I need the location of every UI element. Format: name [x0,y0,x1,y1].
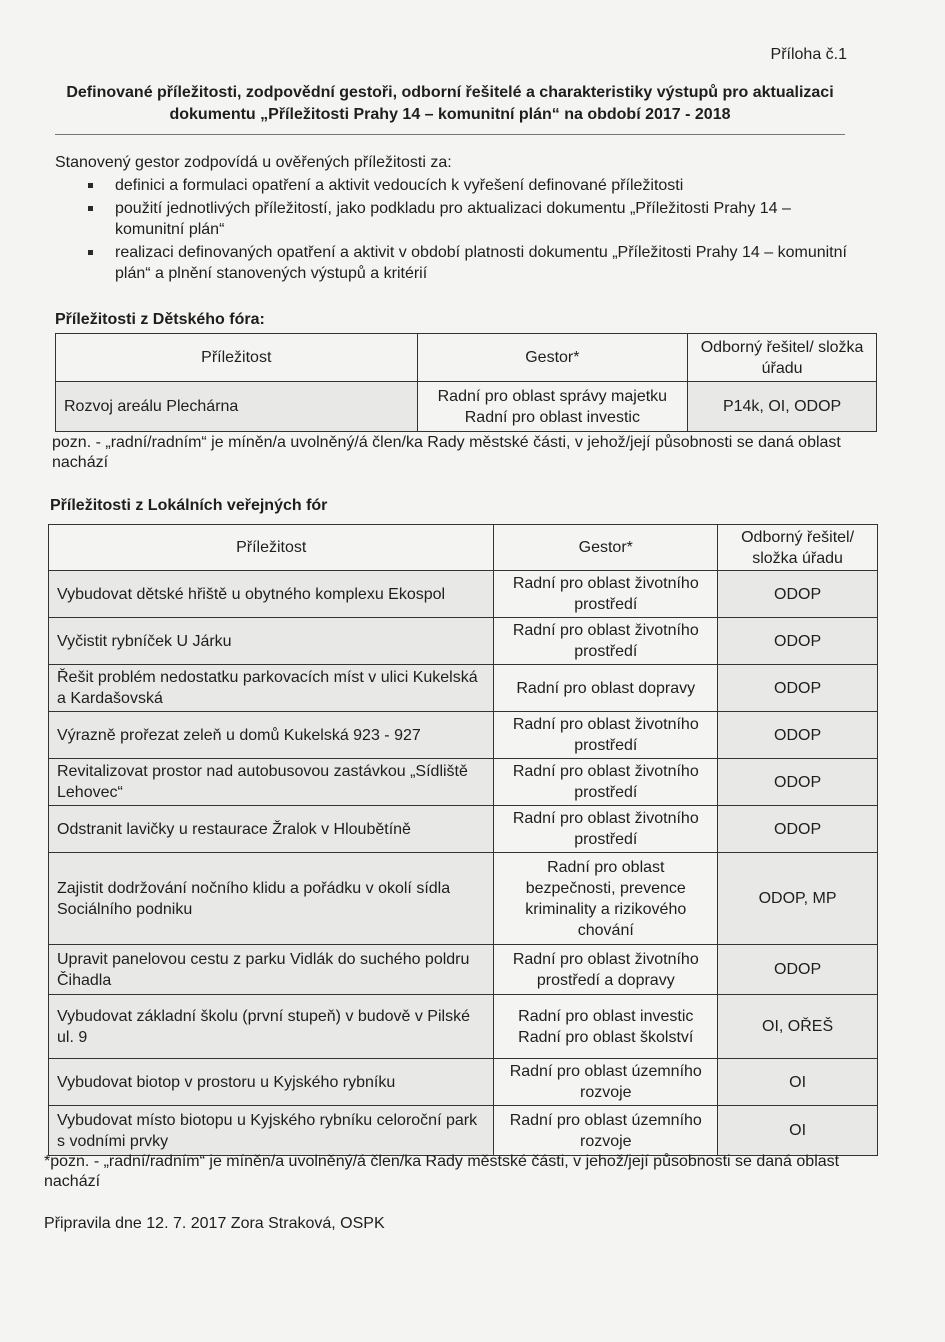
cell-opportunity: Rozvoj areálu Plechárna [56,382,418,432]
table-row [49,945,878,995]
table-row [49,853,878,945]
cell-gestor: Radní pro oblast investic Radní pro oblast školství [494,995,718,1059]
cell-gestor: Radní pro oblast životního prostředí [494,571,718,618]
cell-opportunity: Vybudovat biotop v prostoru u Kyjského rybníku [49,1059,494,1106]
cell-resolver: ODOP [718,806,878,853]
cell-resolver: ODOP [718,665,878,712]
annex-label: Příloha č.1 [770,46,847,63]
table-header-row [56,334,877,382]
table-row [56,382,877,432]
section-heading-childrens-forum: Příležitosti z Dětského fóra: [55,311,265,328]
column-header-opportunity: Příležitost [49,525,494,571]
prepared-by-footer: Připravila dne 12. 7. 2017 Zora Straková, OSPK [44,1215,385,1232]
cell-gestor: Radní pro oblast životního prostředí [494,618,718,665]
footnote-childrens-forum: pozn. - „radní/radním“ je míněn/a uvolněný/á člen/ka Rady městské části, v jehož/její působnosti se daná oblast nachází [52,434,841,471]
cell-gestor: Radní pro oblast dopravy [494,665,718,712]
cell-opportunity: Vybudovat dětské hřiště u obytného komplexu Ekospol [49,571,494,618]
intro-bullet-list [55,175,855,284]
section-heading-local-forums: Příležitosti z Lokálních veřejných fór [50,497,328,514]
table-row [49,806,878,853]
local-forums-table [48,524,878,1156]
cell-opportunity: Upravit panelovou cestu z parku Vidlák do suchého poldru Čihadla [49,945,494,995]
table-header-row [49,525,878,571]
cell-opportunity: Řešit problém nedostatku parkovacích míst v ulici Kukelská a Kardašovská [49,665,494,712]
intro-bullet: definici a formulaci opatření a aktivit vedoucích k vyřešení definované příležitosti [55,175,855,196]
cell-opportunity: Vybudovat základní školu (první stupeň) v budově v Pilské ul. 9 [49,995,494,1059]
cell-resolver: OI [718,1059,878,1106]
title-divider [55,134,845,135]
cell-gestor: Radní pro oblast životního prostředí [494,759,718,806]
intro-lead: Stanovený gestor zodpovídá u ověřených příležitosti za: [55,154,452,171]
cell-gestor: Radní pro oblast životního prostředí [494,712,718,759]
table-row [49,665,878,712]
table-row [49,759,878,806]
cell-resolver: P14k, OI, ODOP [688,382,877,432]
table-row [49,995,878,1059]
intro-bullet: realizaci definovaných opatření a aktivit v období platnosti dokumentu „Příležitosti Prahy 14 – komunitní plán“ a plnění stanovených výstupů a kritérií [55,242,855,284]
cell-gestor: Radní pro oblast správy majetku Radní pro oblast investic [417,382,688,432]
cell-resolver: OI [718,1106,878,1156]
cell-opportunity: Vyčistit rybníček U Járku [49,618,494,665]
cell-resolver: ODOP, MP [718,853,878,945]
column-header-opportunity: Příležitost [56,334,418,382]
cell-opportunity: Výrazně prořezat zeleň u domů Kukelská 923 - 927 [49,712,494,759]
cell-resolver: ODOP [718,618,878,665]
cell-opportunity: Vybudovat místo biotopu u Kyjského rybníku celoroční park s vodními prvky [49,1106,494,1156]
table-row [49,618,878,665]
column-header-gestor: Gestor* [417,334,688,382]
cell-gestor: Radní pro oblast bezpečnosti, prevence kriminality a rizikového chování [494,853,718,945]
cell-opportunity: Revitalizovat prostor nad autobusovou zastávkou „Sídliště Lehovec“ [49,759,494,806]
cell-resolver: ODOP [718,945,878,995]
intro-bullet: použití jednotlivých příležitostí, jako podkladu pro aktualizaci dokumentu „Příležitosti Prahy 14 – komunitní plán“ [55,198,855,240]
document-title: Definované příležitosti, zodpovědní gestoři, odborní řešitelé a charakteristiky výstupů pro aktualizaci dokumentu „Příležitosti Prahy 14 – komunitní plán“ na období 2017 - 2018 [66,84,834,123]
cell-resolver: OI, OŘEŠ [718,995,878,1059]
cell-gestor: Radní pro oblast územního rozvoje [494,1106,718,1156]
cell-opportunity: Zajistit dodržování nočního klidu a pořádku v okolí sídla Sociálního podniku [49,853,494,945]
childrens-forum-table [55,333,877,432]
cell-resolver: ODOP [718,759,878,806]
cell-opportunity: Odstranit lavičky u restaurace Žralok v Hloubětíně [49,806,494,853]
cell-resolver: ODOP [718,712,878,759]
column-header-resolver: Odborný řešitel/ složka úřadu [688,334,877,382]
column-header-gestor: Gestor* [494,525,718,571]
cell-resolver: ODOP [718,571,878,618]
column-header-resolver: Odborný řešitel/ složka úřadu [718,525,878,571]
table-row [49,1106,878,1156]
footnote-local-forums: *pozn. - „radní/radním“ je míněn/a uvolněný/á člen/ka Rady městské části, v jehož/její působnosti se daná oblast nachází [44,1153,840,1190]
cell-gestor: Radní pro oblast životního prostředí [494,806,718,853]
cell-gestor: Radní pro oblast územního rozvoje [494,1059,718,1106]
table-row [49,571,878,618]
table-row [49,712,878,759]
table-row [49,1059,878,1106]
intro-section [55,152,855,286]
cell-gestor: Radní pro oblast životního prostředí a dopravy [494,945,718,995]
